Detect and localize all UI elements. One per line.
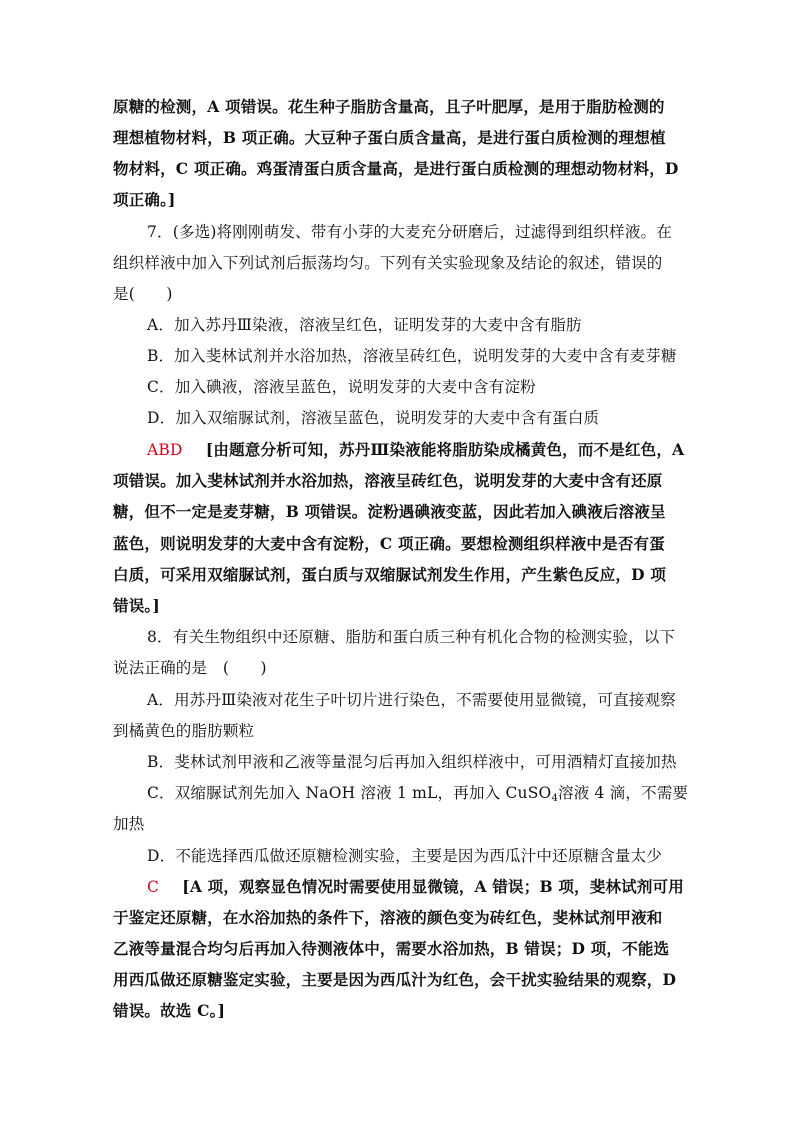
question-7-explanation-line-1: [由题意分析可知，苏丹Ⅲ染液能将脂肪染成橘黄色，而不是红色，A [205,440,685,459]
question-8-stem-line-2: 说法正确的是 ( ) [113,659,267,677]
question-7-stem-line-1: 7．(多选)将刚刚萌发、带有小芽的大麦充分研磨后，过滤得到组织样液。在 [147,223,672,241]
question-7-explanation-line-3: 糖，但不一定是麦芽糖，B 项错误。淀粉遇碘液变蓝，因此若加入碘液后溶液呈 [113,502,666,521]
question-8-option-c-text-b: 溶液 4 滴，不需要 [558,784,689,802]
question-7-stem-line-2: 组织样液中加入下列试剂后振荡均匀。下列有关实验现象及结论的叙述，错误的 [113,254,663,272]
question-8-option-a-line-2: 到橘黄色的脂肪颗粒 [113,722,255,740]
question-8-explanation-line-5: 错误。故选 C。] [113,1001,226,1020]
question-8-explanation-line-3: 乙液等量混合均匀后再加入待测液体中，需要水浴加热，B 错误；D 项，不能选 [113,939,670,958]
question-7-option-a: A．加入苏丹Ⅲ染液，溶液呈红色，证明发芽的大麦中含有脂肪 [147,316,582,334]
question-8-option-b: B．斐林试剂甲液和乙液等量混匀后再加入组织样液中，可用酒精灯直接加热 [147,753,677,771]
question-8-option-a-line-1: A．用苏丹Ⅲ染液对花生子叶切片进行染色，不需要使用显微镜，可直接观察 [147,691,676,709]
explanation-6-line-3: 物材料，C 项正确。鸡蛋清蛋白质含量高，是进行蛋白质检测的理想动物材料，D [113,159,679,178]
question-8-answer-line [147,877,684,897]
question-8-answer: C [147,878,160,896]
question-7-option-d: D．加入双缩脲试剂，溶液呈蓝色，说明发芽的大麦中含有蛋白质 [147,409,600,427]
question-7-answer: ABD [147,441,183,459]
question-7-explanation-line-5: 白质，可采用双缩脲试剂，蛋白质与双缩脲试剂发生作用，产生紫色反应，D 项 [113,565,667,584]
question-8-option-c-text-a: C．双缩脲试剂先加入 NaOH 溶液 1 mL，再加入 CuSO [147,784,552,802]
question-7-option-c: C．加入碘液，溶液呈蓝色，说明发芽的大麦中含有淀粉 [147,378,536,396]
question-7-explanation-line-6: 错误。] [113,596,160,615]
question-7-answer-line [147,440,684,460]
question-8-explanation-line-4: 用西瓜做还原糖鉴定实验，主要是因为西瓜汁为红色，会干扰实验结果的观察，D [113,970,677,989]
explanation-6-line-4: 项正确。] [113,190,176,209]
question-8-explanation-line-2: 于鉴定还原糖，在水浴加热的条件下，溶液的颜色变为砖红色，斐林试剂甲液和 [113,908,663,927]
explanation-6-line-2: 理想植物材料，B 项正确。大豆种子蛋白质含量高，是进行蛋白质检测的理想植 [113,128,666,147]
question-8-stem-line-1: 8．有关生物组织中还原糖、脂肪和蛋白质三种有机化合物的检测实验，以下 [147,628,676,646]
explanation-6-line-1: 原糖的检测，A 项错误。花生种子脂肪含量高，且子叶肥厚，是用于脂肪检测的 [113,97,665,116]
question-7-stem-line-3: 是( ) [113,285,173,303]
question-7-explanation-line-4: 蓝色，则说明发芽的大麦中含有淀粉，C 项正确。要想检测组织样液中是否有蛋 [113,534,665,553]
question-7-explanation-line-2: 项错误。加入斐林试剂并水浴加热，溶液呈砖红色，说明发芽的大麦中含有还原 [113,471,663,490]
question-8-option-c-subscript: 4 [551,793,559,804]
question-7-option-b: B．加入斐林试剂并水浴加热，溶液呈砖红色，说明发芽的大麦中含有麦芽糖 [147,347,677,365]
question-8-option-c-line-2: 加热 [113,815,145,833]
question-8-explanation-line-1: [A 项，观察显色情况时需要使用显微镜，A 错误；B 项，斐林试剂可用 [182,877,684,896]
question-8-option-d: D．不能选择西瓜做还原糖检测实验，主要是因为西瓜汁中还原糖含量太少 [147,847,663,865]
question-8-option-c-line-1 [147,783,688,809]
